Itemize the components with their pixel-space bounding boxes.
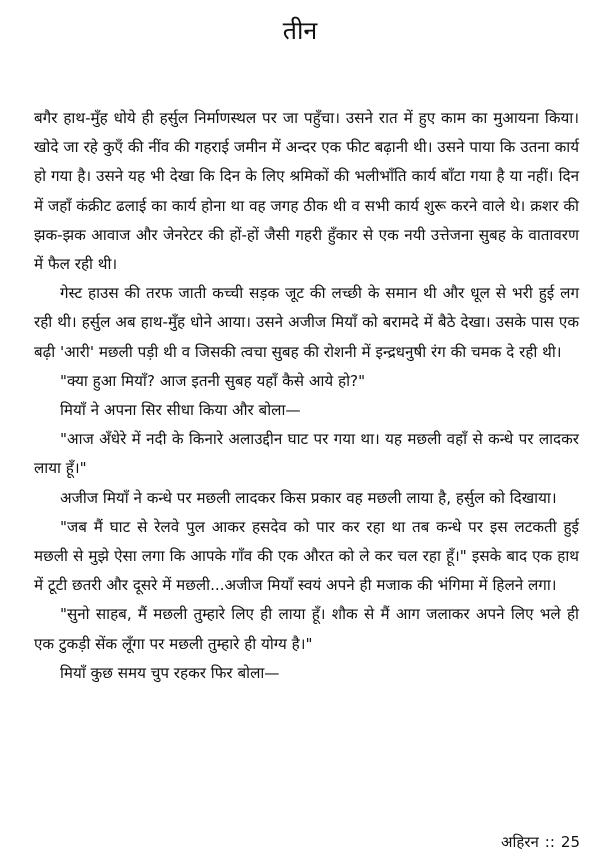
chapter-title: तीन (282, 16, 318, 45)
paragraph-6: अजीज मियाँ ने कन्धे पर मछली लादकर किस प्रकार वह मछली लाया है, हर्सुल को दिखाया। (60, 488, 557, 507)
footer-separator: :: (544, 833, 555, 851)
paragraph-3: "क्या हुआ मियाँ? आज इतनी सुबह यहाँ कैसे आये हो?" (60, 371, 366, 390)
footer-book-title: अहिरन (501, 833, 539, 851)
paragraph-9: मियाँ कुछ समय चुप रहकर फिर बोला— (60, 663, 280, 682)
paragraph-7: "जब मैं घाट से रेलवे पुल आकर हसदेव को पार कर रहा था तब कन्धे पर इस लटकती हुई मछली से मुझे ऐसा लगा कि आपके गाँव की एक औरत को ले कर चल रहा हूँ।" इसके बाद एक हाथ में टूटी छतरी और दूसरे में मछली...अजीज मियाँ स्वयं अपने ही मजाक की भंगिमा में हिलने लगा। (34, 517, 579, 595)
page-number: 25 (560, 833, 580, 851)
paragraph-1: बगैर हाथ-मुँह धोये ही हर्सुल निर्माणस्थल पर जा पहुँचा। उसने रात में हुए काम का मुआयना किया। खोदे जा रहे कुएँ की नींव की गहराई जमीन में अन्दर एक फीट बढ़ानी थी। उसने पाया कि उतना कार्य हो गया है। उसने यह भी देखा कि दिन के लिए श्रमिकों की भलीभाँति कार्य बाँटा गया है या नहीं। दिन में जहाँ कंक्रीट ढलाई का कार्य होना था वह जगह ठीक थी व सभी कार्य शुरू करने वाले थे। क्रशर की झक-झक आवाज और जेनरेटर की हों-हों जैसी गहरी हुँकार से एक नयी उत्तेजना सुबह के वातावरण में फैल रही थी। (34, 109, 579, 274)
paragraph-5: "आज अँधेरे में नदी के किनारे अलाउद्दीन घाट पर गया था। यह मछली वहाँ से कन्धे पर लादकर लाया हूँ।" (34, 430, 579, 478)
body-text (34, 104, 579, 688)
page-footer (501, 831, 580, 853)
paragraph-2: गेस्ट हाउस की तरफ जाती कच्ची सड़क जूट की लच्छी के समान थी और धूल से भरी हुई लग रही थी। हर्सुल अब हाथ-मुँह धोने आया। उसने अजीज मियाँ को बरामदे में बैठे देखा। उसके पास एक बढ़ी 'आरी' मछली पड़ी थी व जिसकी त्वचा सुबह की रोशनी में इन्द्रधनुषी रंग की चमक दे रही थी। (34, 284, 579, 361)
paragraph-4: मियाँ ने अपना सिर सीधा किया और बोला— (60, 401, 301, 420)
paragraph-8: "सुनो साहब, मैं मछली तुम्हारे लिए ही लाया हूँ। शौक से मैं आग जलाकर अपने लिए भले ही एक टुकड़ी सेंक लूँगा पर मछली तुम्हारे ही योग्य है।" (34, 605, 579, 653)
